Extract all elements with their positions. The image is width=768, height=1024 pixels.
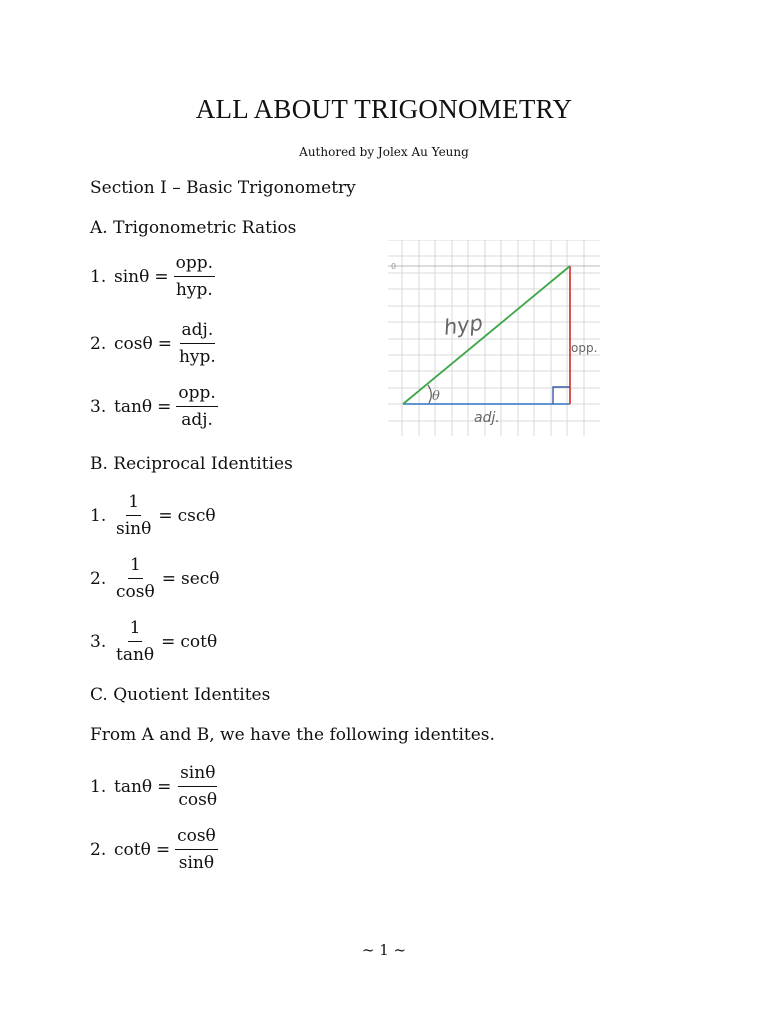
subsection-c-intro: From A and B, we have the following identites.: [90, 725, 495, 745]
page-number: ~ 1 ~: [361, 941, 407, 959]
equals-sign: =: [158, 505, 173, 526]
right-triangle-diagram: [388, 240, 600, 436]
reciprocal-sec-equation: [90, 555, 220, 602]
opp-label: opp.: [571, 341, 598, 355]
quotient-tan-equation: [90, 763, 219, 810]
ratio-sin-equation: [90, 253, 215, 300]
ratio-cos-equation: [90, 320, 218, 367]
numerator: cosθ: [175, 826, 218, 850]
document-title: ALL ABOUT TRIGONOMETRY: [195, 94, 573, 124]
theta-label: θ: [432, 389, 440, 404]
equals-sign: =: [157, 776, 172, 797]
numerator: 1: [128, 618, 143, 642]
equals-sign: =: [154, 266, 169, 287]
fraction: [176, 383, 217, 430]
numerator: opp.: [176, 383, 217, 407]
item-number: 2.: [90, 333, 107, 354]
item-number: 1.: [90, 505, 107, 526]
equals-sign: =: [155, 839, 171, 860]
hypotenuse-side: [403, 266, 570, 404]
adj-label: adj.: [474, 410, 500, 426]
reciprocal-csc-equation: [90, 492, 216, 539]
fraction: [174, 253, 215, 300]
subsection-b-heading: B. Reciprocal Identities: [90, 454, 293, 474]
equals-sign: =: [161, 568, 176, 589]
function-label: cscθ: [177, 505, 216, 526]
function-label: cotθ: [180, 631, 218, 652]
axis-zero-label: 0: [391, 262, 397, 271]
fraction: [114, 555, 157, 602]
denominator: hyp.: [178, 347, 216, 367]
function-label: tanθ: [114, 776, 153, 797]
fraction: [175, 826, 218, 873]
quotient-cot-equation: [90, 826, 218, 873]
equals-sign: =: [161, 631, 176, 652]
ratio-tan-equation: [90, 383, 218, 430]
numerator: opp.: [174, 253, 215, 277]
subsection-a-heading: A. Trigonometric Ratios: [90, 218, 297, 238]
denominator: adj.: [181, 410, 213, 430]
item-number: 2.: [90, 839, 107, 860]
fraction: [114, 618, 156, 665]
function-label: tanθ: [114, 396, 153, 417]
hyp-label: hyp: [442, 310, 485, 340]
item-number: 1.: [90, 776, 107, 797]
denominator: sinθ: [178, 853, 215, 873]
numerator: sinθ: [178, 763, 217, 787]
author-line: Authored by Jolex Au Yeung: [299, 145, 469, 159]
numerator: 1: [126, 492, 141, 516]
subsection-c-heading: C. Quotient Identites: [90, 685, 271, 705]
function-label: sinθ: [114, 266, 150, 287]
grid-lines: [388, 240, 600, 436]
fraction: [177, 320, 218, 367]
numerator: adj.: [180, 320, 216, 344]
item-number: 3.: [90, 631, 107, 652]
equals-sign: =: [157, 396, 172, 417]
function-label: secθ: [180, 568, 220, 589]
item-number: 3.: [90, 396, 107, 417]
numerator: 1: [128, 555, 143, 579]
fraction: [114, 492, 153, 539]
equals-sign: =: [157, 333, 172, 354]
denominator: cosθ: [178, 790, 218, 810]
item-number: 1.: [90, 266, 107, 287]
section-heading: Section I – Basic Trigonometry: [90, 178, 356, 198]
reciprocal-cot-equation: [90, 618, 217, 665]
denominator: cosθ: [116, 582, 155, 602]
denominator: hyp.: [175, 280, 213, 300]
function-label: cotθ: [114, 839, 151, 860]
item-number: 2.: [90, 568, 107, 589]
fraction: [176, 763, 219, 810]
function-label: cosθ: [114, 333, 153, 354]
denominator: tanθ: [116, 645, 155, 665]
denominator: sinθ: [116, 519, 152, 539]
